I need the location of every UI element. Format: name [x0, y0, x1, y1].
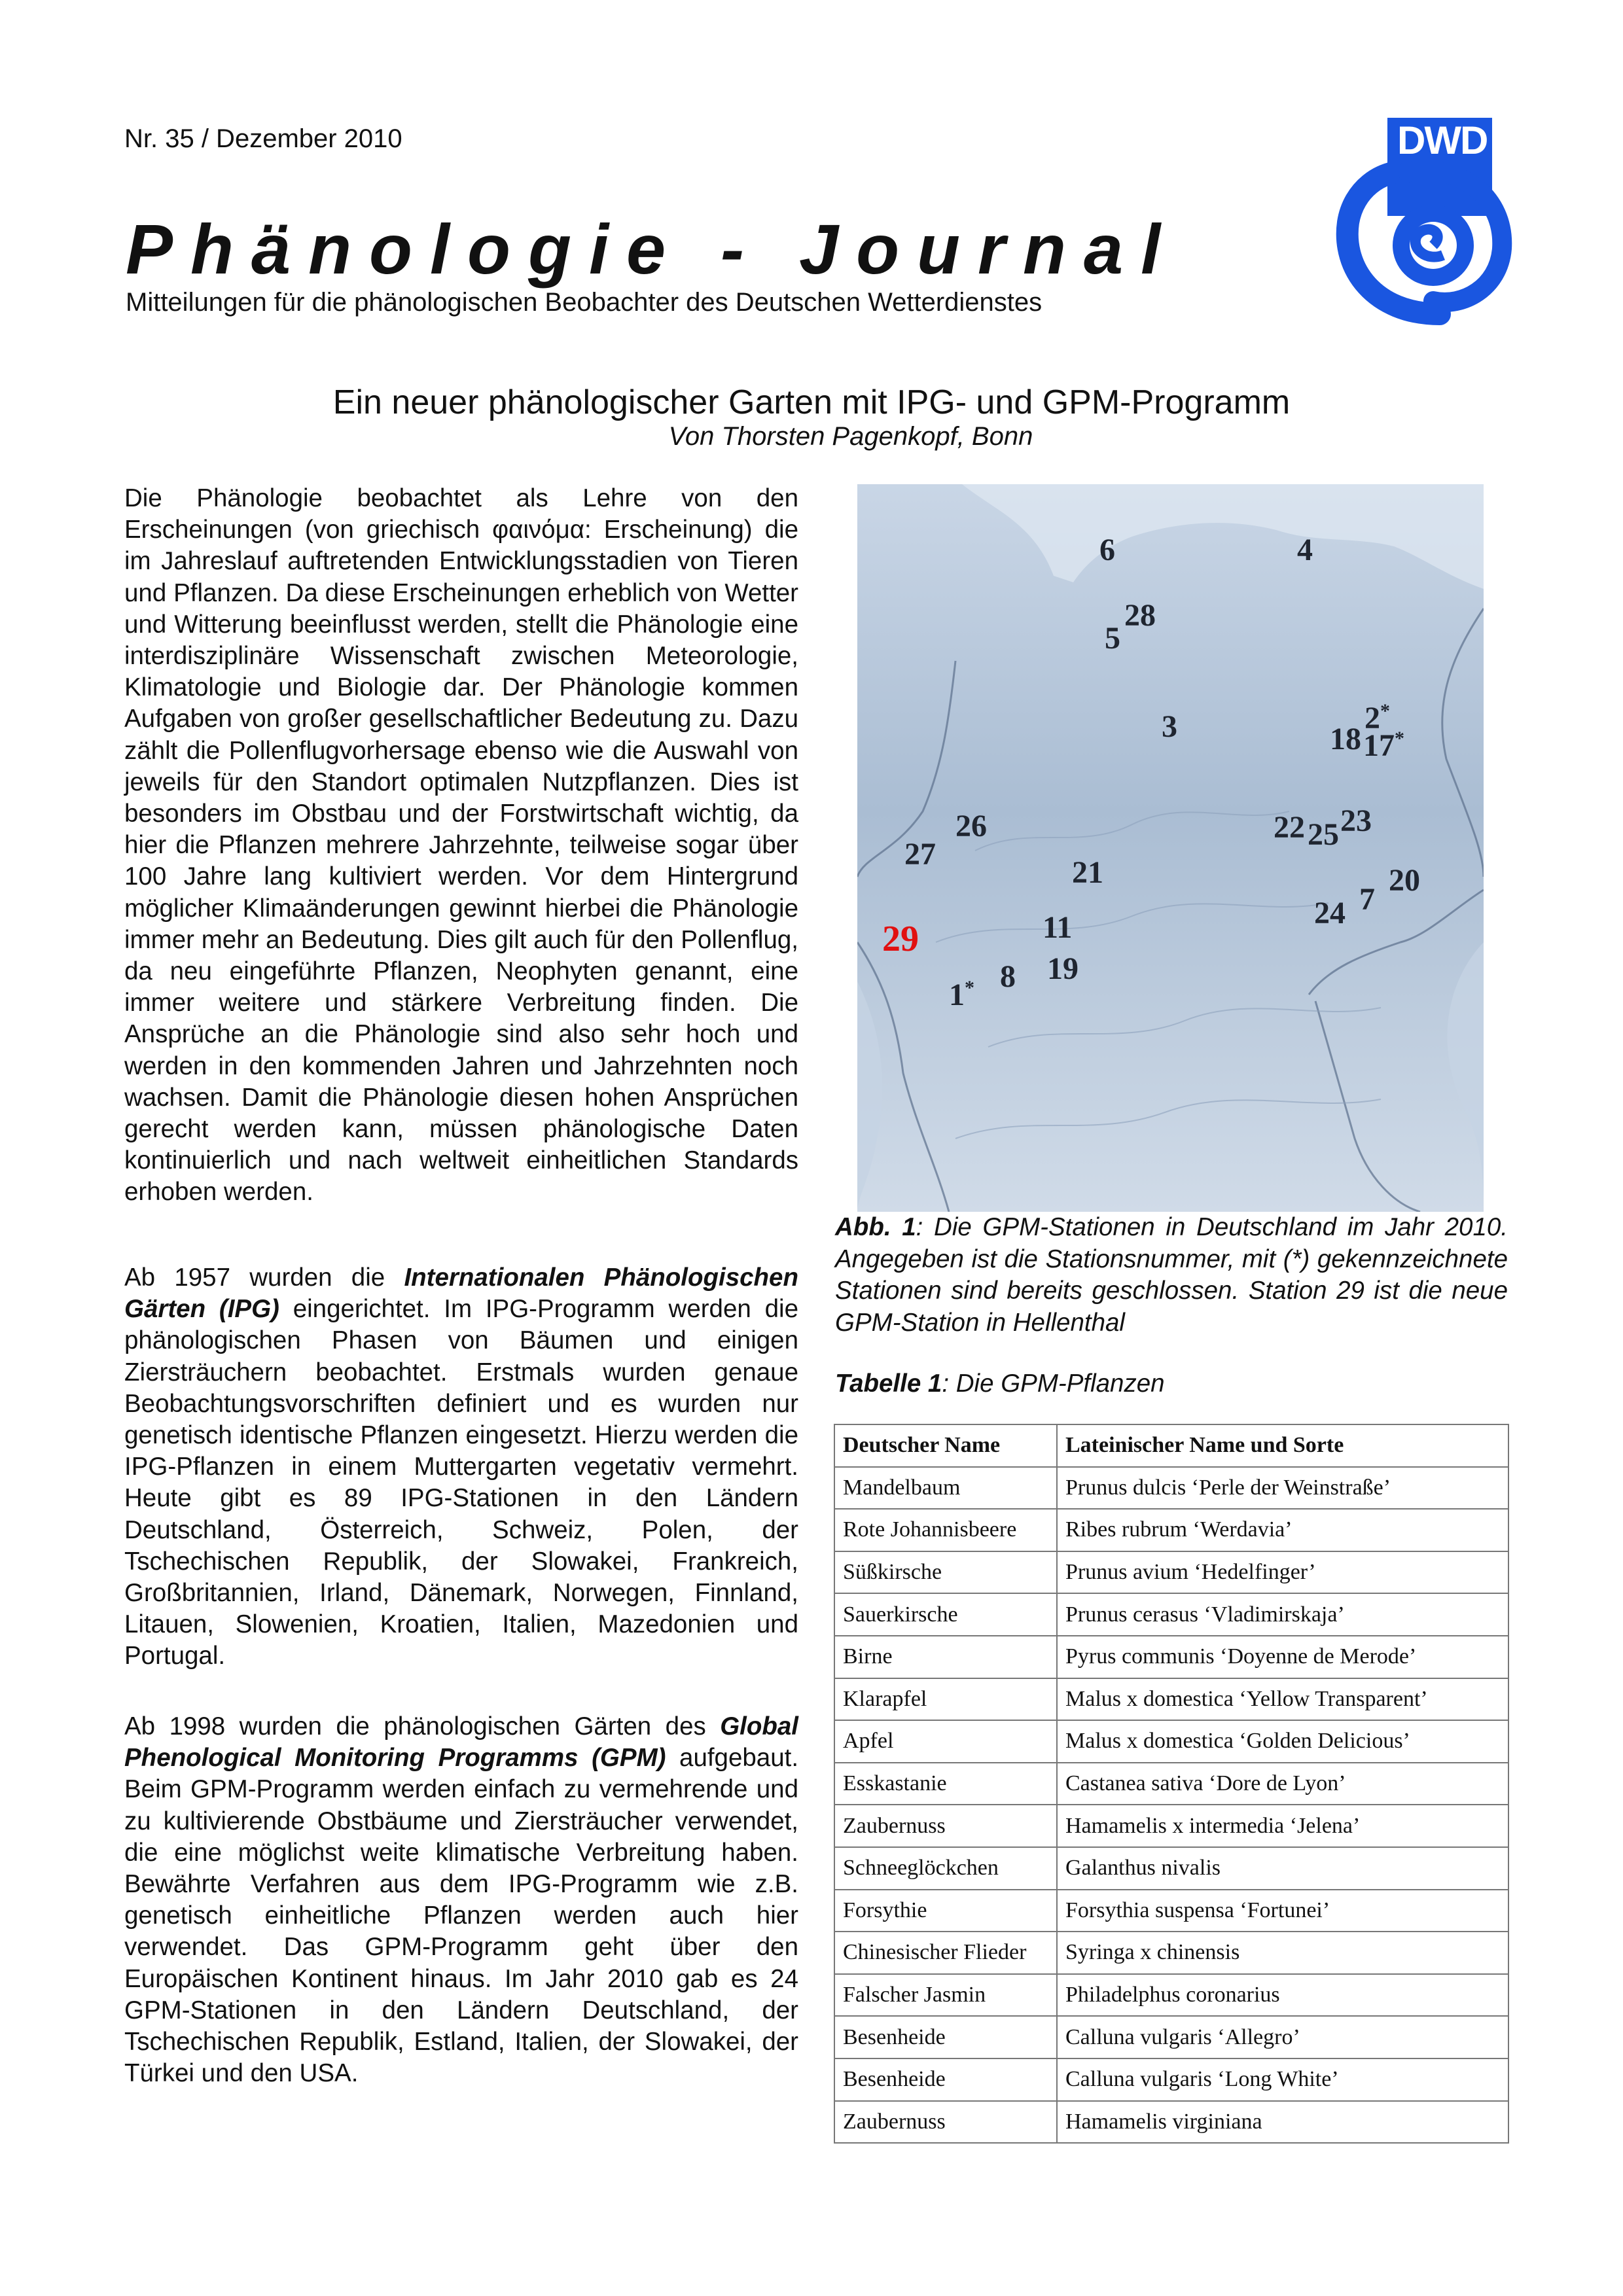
- station-11: 11: [1043, 910, 1073, 945]
- cell-german-name: Zaubernuss: [834, 2101, 1057, 2144]
- station-7: 7: [1359, 882, 1375, 917]
- station-17-number: 17: [1363, 728, 1395, 763]
- station-4: 4: [1297, 533, 1313, 567]
- col-header-german-name: Deutscher Name: [834, 1424, 1057, 1467]
- cell-latin-name: Hamamelis virginiana: [1057, 2101, 1508, 2144]
- paragraph-2: [124, 1262, 798, 1672]
- cell-latin-name: Ribes rubrum ‘Werdavia’: [1057, 1509, 1508, 1551]
- cell-german-name: Besenheide: [834, 2058, 1057, 2101]
- station-18: 18: [1330, 722, 1361, 756]
- paragraph-3-lead: Ab 1998 wurden die phänologischen Gärten des: [124, 1712, 721, 1740]
- cell-latin-name: Galanthus nivalis: [1057, 1847, 1508, 1890]
- cell-german-name: Süßkirsche: [834, 1551, 1057, 1594]
- cell-latin-name: Syringa x chinensis: [1057, 1932, 1508, 1974]
- table-row: [834, 1805, 1508, 1847]
- station-27: 27: [904, 837, 936, 872]
- cell-german-name: Rote Johannisbeere: [834, 1509, 1057, 1551]
- cell-german-name: Zaubernuss: [834, 1805, 1057, 1847]
- relief-map-graphic: [857, 484, 1484, 1212]
- table-row: [834, 1763, 1508, 1805]
- station-25: 25: [1308, 817, 1339, 852]
- cell-german-name: Chinesischer Flieder: [834, 1932, 1057, 1974]
- article-title: Ein neuer phänologischer Garten mit IPG- und GPM-Programm: [332, 383, 1291, 421]
- cell-latin-name: Forsythia suspensa ‘Fortunei’: [1057, 1890, 1508, 1932]
- cell-german-name: Esskastanie: [834, 1763, 1057, 1805]
- table-row: [834, 1932, 1508, 1974]
- cell-german-name: Sauerkirsche: [834, 1593, 1057, 1636]
- station-21: 21: [1072, 855, 1103, 890]
- gpm-station-map: [857, 484, 1484, 1212]
- cell-latin-name: Castanea sativa ‘Dore de Lyon’: [1057, 1763, 1508, 1805]
- cell-german-name: Forsythie: [834, 1890, 1057, 1932]
- cell-latin-name: Calluna vulgaris ‘Allegro’: [1057, 2016, 1508, 2058]
- station-17: [1363, 728, 1404, 764]
- paragraph-3: [124, 1711, 798, 2089]
- issue-line: Nr. 35 / Dezember 2010: [124, 124, 402, 153]
- station-6: 6: [1099, 533, 1115, 567]
- table-row: [834, 1593, 1508, 1636]
- table-row: [834, 1890, 1508, 1932]
- table-row: [834, 2101, 1508, 2144]
- cell-german-name: Besenheide: [834, 2016, 1057, 2058]
- paragraph-3-body: aufgebaut. Beim GPM-Programm werden einfach zu vermehrende und zu kultivierende Obstbäume und Ziersträucher verwendet, die eine möglichst weite klimatische Verbreitung haben. Bewährte Verfahren aus dem IPG-Programm wie z.B. genetisch einheitliche Pflanzen werden auch hier verwendet. Das GPM-Programm geht über den Europäischen Kontinent hinaus. Im Jahr 2010 gab es 24 GPM-Stationen in den Ländern Deutschland, der Tschechischen Republik, Estland, Italien, der Slowakei, der Türkei und den USA.: [124, 1744, 799, 2088]
- table-label: Tabelle 1: [835, 1369, 942, 1398]
- table-row: [834, 1720, 1508, 1763]
- cell-german-name: Falscher Jasmin: [834, 1974, 1057, 2017]
- table-row: [834, 1847, 1508, 1890]
- figure-caption-text: : Die GPM-Stationen in Deutschland im Jahr 2010. Angegeben ist die Stationsnummer, mit (*) gekennzeichnete Stationen sind bereits geschlossen. Station 29 ist die neue GPM-Station in Hellenthal: [835, 1213, 1508, 1337]
- dwd-logo: [1335, 118, 1518, 327]
- cell-latin-name: Prunus cerasus ‘Vladimirskaja’: [1057, 1593, 1508, 1636]
- table-row: [834, 1509, 1508, 1551]
- logo-text: DWD: [1397, 118, 1488, 162]
- ipg-term: Internationalen Phänologischen Gärten (IPG): [124, 1263, 798, 1324]
- station-1-closed-marker: *: [965, 977, 974, 998]
- station-2-number: 2: [1364, 701, 1380, 735]
- journal-subtitle: Mitteilungen für die phänologischen Beobachter des Deutschen Wetterdienstes: [126, 288, 1043, 317]
- table-row: [834, 1551, 1508, 1594]
- gpm-term: Global Phenological Monitoring Programms (GPM): [124, 1712, 798, 1773]
- station-5: 5: [1105, 621, 1120, 656]
- paragraph-1-text: Die Phänologie beobachtet als Lehre von den Erscheinungen (von griechisch φαινόμα: Erscheinung) die im Jahreslauf auftretenden Entwicklungsstadien von Tieren und Pflanzen. Da diese Erscheinungen erheblich von Wetter und Witterung beeinflusst werden, stellt die Phänologie eine interdisziplinäre Wissenschaft zwischen Meteorologie, Klimatologie und Biologie dar. Der Phänologie kommen Aufgaben von großer gesellschaftlicher Bedeutung zu. Dazu zählt die Pollenflugvorhersage ebenso wie die Auswahl von jeweils für den Standort optimalen Nutzpflanzen. Dies ist besonders im Obstbau und der Forstwirtschaft wichtig, da hier die Pflanzen mehrere Jahrzehnte, teilweise sogar über 100 Jahre lang kultiviert werden. Vor dem Hintergrund möglicher Klimaänderungen gewinnt hierbei die Phänologie immer mehr an Bedeutung. Dies gilt auch für den Pollenflug, da neu eingeführte Pflanzen, Neophyten genannt, eine immer weitere und stärkere Verbreitung finden. Die Ansprüche an die Phänologie sind also sehr hoch und werden in den kommenden Jahren und Jahrzehnten noch wachsen. Damit die Phänologie diesen hohen Ansprüchen gerecht werden kann, müssen phänologische Daten kontinuierlich und nach weltweit einheitlichen Standards erhoben werden.: [124, 484, 798, 1207]
- station-3: 3: [1162, 709, 1177, 744]
- station-20: 20: [1389, 863, 1420, 898]
- cell-latin-name: Malus x domestica ‘Golden Delicious’: [1057, 1720, 1508, 1763]
- cell-latin-name: Prunus dulcis ‘Perle der Weinstraße’: [1057, 1467, 1508, 1510]
- table-header-row: [834, 1424, 1508, 1467]
- table-caption-text: : Die GPM-Pflanzen: [942, 1369, 1165, 1398]
- paragraph-2-body: eingerichtet. Im IPG-Programm werden die phänologischen Phasen von Bäumen und einigen Ziersträuchern beobachtet. Erstmals wurden genaue Beobachtungsvorschriften definiert und es wurden nur genetisch identische Pflanzen eingesetzt. Hierzu werden die IPG-Pflanzen in einem Muttergarten vegetativ vermehrt. Heute gibt es 89 IPG-Stationen in den Ländern Deutschland, Österreich, Schweiz, Polen, der Tschechischen Republik, der Slowakei, Frankreich, Großbritannien, Irland, Dänemark, Norwegen, Finnland, Litauen, Slowenien, Kroatien, Italien, Mazedonien und Portugal.: [124, 1295, 798, 1670]
- journal-title: Phänologie - Journal: [126, 209, 1179, 289]
- cell-german-name: Schneeglöckchen: [834, 1847, 1057, 1890]
- paragraph-1: [124, 483, 798, 1209]
- station-23: 23: [1340, 804, 1372, 838]
- cell-german-name: Birne: [834, 1636, 1057, 1678]
- station-19: 19: [1047, 951, 1079, 986]
- cell-german-name: Apfel: [834, 1720, 1057, 1763]
- station-17-closed-marker: *: [1395, 728, 1404, 749]
- cell-latin-name: Hamamelis x intermedia ‘Jelena’: [1057, 1805, 1508, 1847]
- cell-latin-name: Pyrus communis ‘Doyenne de Merode’: [1057, 1636, 1508, 1678]
- station-22: 22: [1274, 810, 1305, 845]
- cell-latin-name: Philadelphus coronarius: [1057, 1974, 1508, 2017]
- station-29-new: 29: [882, 919, 919, 959]
- station-1: [949, 977, 974, 1013]
- paragraph-2-lead: Ab 1957 wurden die: [124, 1263, 404, 1292]
- station-24: 24: [1314, 896, 1346, 930]
- station-1-number: 1: [949, 978, 965, 1012]
- station-2-closed-marker: *: [1380, 700, 1390, 722]
- table-row: [834, 2016, 1508, 2058]
- cell-german-name: Klarapfel: [834, 1678, 1057, 1721]
- article-author: Von Thorsten Pagenkopf, Bonn: [668, 422, 1033, 451]
- table-row: [834, 1636, 1508, 1678]
- cell-latin-name: Malus x domestica ‘Yellow Transparent’: [1057, 1678, 1508, 1721]
- figure-caption: [835, 1212, 1508, 1339]
- cell-latin-name: Calluna vulgaris ‘Long White’: [1057, 2058, 1508, 2101]
- cell-latin-name: Prunus avium ‘Hedelfinger’: [1057, 1551, 1508, 1594]
- station-8: 8: [1000, 959, 1016, 994]
- gpm-plants-table: [834, 1424, 1509, 2144]
- table-row: [834, 2058, 1508, 2101]
- station-28: 28: [1124, 598, 1156, 633]
- table-row: [834, 1467, 1508, 1510]
- table-row: [834, 1678, 1508, 1721]
- cell-german-name: Mandelbaum: [834, 1467, 1057, 1510]
- table-caption: [835, 1369, 1165, 1398]
- table-row: [834, 1974, 1508, 2017]
- figure-label: Abb. 1: [835, 1213, 916, 1241]
- station-26: 26: [955, 809, 987, 843]
- col-header-latin-name: Lateinischer Name und Sorte: [1057, 1424, 1508, 1467]
